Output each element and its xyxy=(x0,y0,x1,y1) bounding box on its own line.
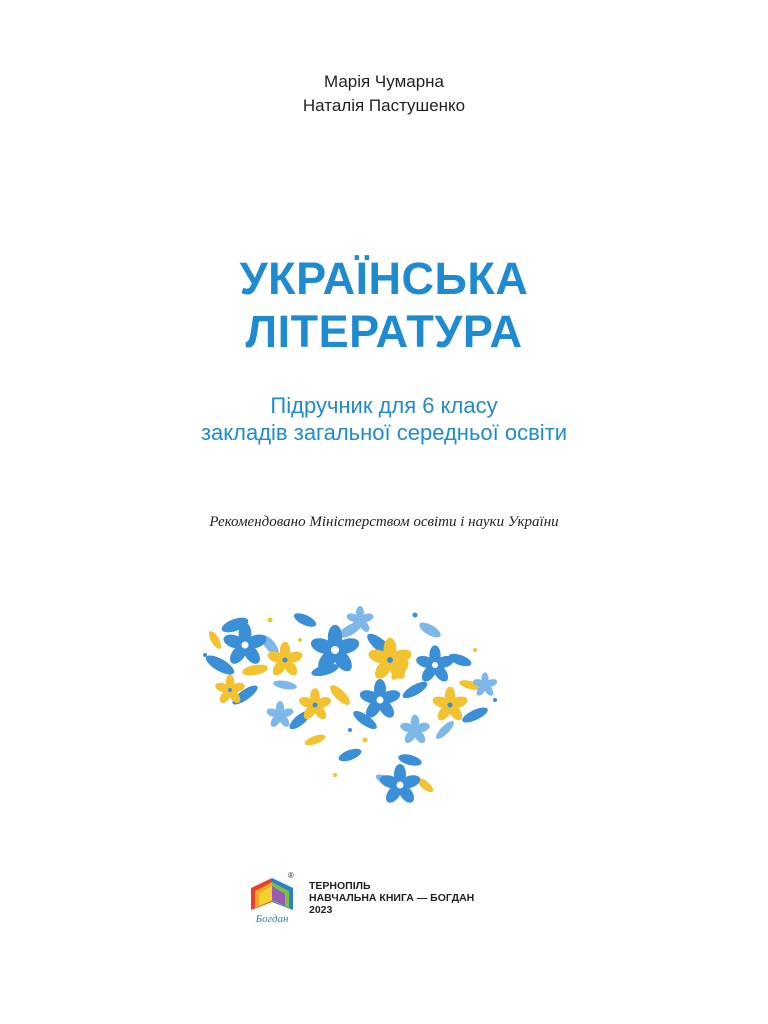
authors xyxy=(0,70,768,118)
book-title-line-1: УКРАЇНСЬКА xyxy=(239,253,529,304)
recommendation-note: Рекомендовано Міністерством освіти і науки України xyxy=(209,514,559,530)
publisher-year: 2023 xyxy=(309,904,333,916)
publisher-city: ТЕРНОПІЛЬ xyxy=(309,880,371,892)
publisher-name: НАВЧАЛЬНА КНИГА — БОГДАН xyxy=(309,892,475,904)
svg-text:®: ® xyxy=(288,871,294,880)
book-title xyxy=(0,252,768,358)
bohdan-book-logo-icon xyxy=(247,868,297,928)
book-title-line-2: ЛІТЕРАТУРА xyxy=(245,306,523,357)
book-subtitle xyxy=(0,392,768,446)
author-1: Марія Чумарна xyxy=(323,72,445,91)
publisher-block xyxy=(247,868,507,932)
book-subtitle-line-1: Підручник для 6 класу xyxy=(270,393,498,418)
book-subtitle-line-2: закладів загальної середньої освіти xyxy=(200,420,568,445)
ukraine-map-floral-ornament-icon xyxy=(175,590,515,810)
svg-text:Богдан: Богдан xyxy=(255,913,289,925)
author-2: Наталія Пастушенко xyxy=(302,96,466,115)
publisher-info xyxy=(309,880,474,916)
